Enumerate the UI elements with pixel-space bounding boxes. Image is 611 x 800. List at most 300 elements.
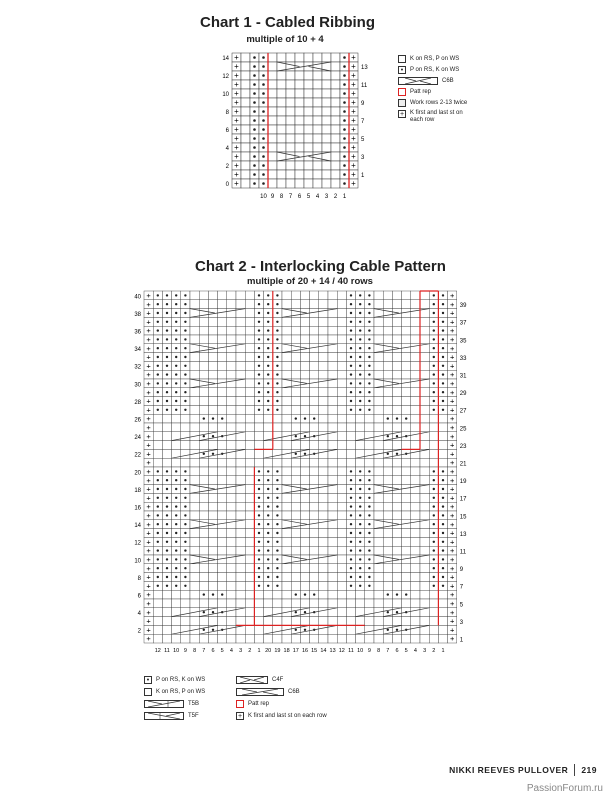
chart2-cell bbox=[310, 423, 319, 432]
chart2-cell bbox=[254, 423, 263, 432]
chart2-cell bbox=[282, 502, 291, 511]
chart2-cell bbox=[402, 502, 411, 511]
chart2-edge-stitch: + bbox=[450, 572, 455, 582]
chart2-cell bbox=[273, 634, 282, 643]
chart2-purl-dot bbox=[157, 505, 159, 507]
chart2-cell bbox=[402, 467, 411, 476]
chart2-purl-dot bbox=[350, 549, 352, 551]
chart2-cell bbox=[319, 423, 328, 432]
chart2-purl-dot bbox=[258, 541, 260, 543]
chart1-purl-dot bbox=[262, 101, 265, 104]
chart2-cell bbox=[190, 476, 199, 485]
chart1-purl-dot bbox=[343, 56, 346, 59]
chart2-cell bbox=[392, 511, 401, 520]
chart2-row-label: 32 bbox=[134, 364, 141, 371]
chart2-cell bbox=[291, 476, 300, 485]
chart2-cell bbox=[199, 388, 208, 397]
chart2-cell bbox=[365, 608, 374, 617]
chart2-purl-dot bbox=[295, 629, 297, 631]
chart1-edge-stitch: + bbox=[351, 179, 356, 188]
chart1-purl-dot bbox=[262, 92, 265, 95]
chart2-cell bbox=[310, 467, 319, 476]
chart2-purl-dot bbox=[276, 382, 278, 384]
chart2-cell bbox=[310, 388, 319, 397]
chart2-row-label: 2 bbox=[137, 628, 141, 635]
chart2-cell bbox=[208, 291, 217, 300]
chart1-cell bbox=[286, 107, 295, 116]
chart2-purl-dot bbox=[368, 470, 370, 472]
chart1-edge-stitch: + bbox=[234, 116, 239, 125]
chart1-cell bbox=[331, 170, 340, 179]
chart1-cell bbox=[277, 71, 286, 80]
chart2-purl-dot bbox=[433, 514, 435, 516]
chart1-cell bbox=[286, 98, 295, 107]
chart2-cell bbox=[227, 326, 236, 335]
chart2-cell bbox=[337, 370, 346, 379]
chart2-cell bbox=[264, 441, 273, 450]
chart2-cell bbox=[402, 537, 411, 546]
chart2-purl-dot bbox=[157, 329, 159, 331]
chart2-purl-dot bbox=[166, 321, 168, 323]
chart2-col-label: 12 bbox=[154, 648, 161, 654]
chart1-cell bbox=[241, 53, 250, 62]
chart2-cell bbox=[328, 564, 337, 573]
chart2-cell bbox=[199, 317, 208, 326]
chart2-cell bbox=[254, 634, 263, 643]
chart2-cell bbox=[199, 326, 208, 335]
chart2-row-label: 28 bbox=[134, 399, 141, 406]
chart1-cell bbox=[241, 80, 250, 89]
chart2-edge-stitch: + bbox=[146, 326, 151, 336]
chart1-purl-dot bbox=[343, 83, 346, 86]
chart2-cell bbox=[383, 564, 392, 573]
chart2-purl-dot bbox=[433, 549, 435, 551]
chart2-cell bbox=[300, 291, 309, 300]
chart2-cell bbox=[273, 599, 282, 608]
chart2-cell bbox=[218, 529, 227, 538]
chart2-cell bbox=[199, 370, 208, 379]
chart2-cell bbox=[190, 502, 199, 511]
chart2-purl-dot bbox=[368, 303, 370, 305]
chart2-col-label: 12 bbox=[338, 648, 345, 654]
chart2-cell bbox=[392, 529, 401, 538]
chart2-purl-dot bbox=[166, 356, 168, 358]
chart2-cell bbox=[319, 555, 328, 564]
chart2-col-label: 19 bbox=[274, 648, 281, 654]
chart2-purl-dot bbox=[368, 373, 370, 375]
chart1-cell bbox=[304, 125, 313, 134]
chart2-cell bbox=[181, 634, 190, 643]
chart1-col-label: 6 bbox=[297, 194, 302, 200]
chart2-purl-dot bbox=[203, 629, 205, 631]
chart2-row-label: 5 bbox=[459, 602, 464, 609]
chart2-legend-item bbox=[236, 712, 327, 720]
chart2-cell bbox=[374, 423, 383, 432]
chart2-purl-dot bbox=[258, 347, 260, 349]
chart1-title: Chart 1 - Cabled Ribbing bbox=[200, 14, 376, 31]
chart2-cell bbox=[402, 581, 411, 590]
chart2-cell bbox=[227, 581, 236, 590]
chart2-purl-dot bbox=[258, 514, 260, 516]
chart2-purl-dot bbox=[175, 312, 177, 314]
chart2-edge-stitch: + bbox=[146, 379, 151, 388]
chart2-row-label: 22 bbox=[134, 452, 141, 459]
chart2-cell bbox=[374, 546, 383, 555]
chart2-cell bbox=[264, 458, 273, 467]
chart2-cell bbox=[346, 423, 355, 432]
chart2-edge-stitch: + bbox=[146, 511, 151, 520]
chart1-purl-dot bbox=[262, 182, 265, 185]
chart2-cell bbox=[190, 467, 199, 476]
chart2-cell bbox=[411, 397, 420, 406]
chart2-purl-dot bbox=[184, 558, 186, 560]
chart2-purl-dot bbox=[166, 532, 168, 534]
chart1-purl-dot bbox=[253, 137, 256, 140]
chart2-purl-dot bbox=[258, 329, 260, 331]
chart2-purl-dot bbox=[267, 532, 269, 534]
chart2-cell bbox=[190, 300, 199, 309]
chart2-cell bbox=[190, 405, 199, 414]
chart2-cell bbox=[319, 309, 328, 318]
chart2-cell bbox=[411, 291, 420, 300]
chart2-cell bbox=[208, 370, 217, 379]
chart1-row-label: 2 bbox=[225, 164, 229, 170]
chart2-cell bbox=[273, 441, 282, 450]
chart2-cell bbox=[190, 388, 199, 397]
chart2-cell bbox=[273, 449, 282, 458]
chart1-purl-dot bbox=[253, 74, 256, 77]
chart2-cell bbox=[199, 458, 208, 467]
chart2-purl-dot bbox=[157, 303, 159, 305]
chart2-purl-dot bbox=[276, 549, 278, 551]
chart2-cell bbox=[227, 590, 236, 599]
chart2-cell bbox=[199, 335, 208, 344]
chart2-cell bbox=[227, 608, 236, 617]
chart2-cell bbox=[337, 379, 346, 388]
chart2-purl-dot bbox=[258, 409, 260, 411]
chart2-purl-dot bbox=[267, 479, 269, 481]
chart1-cell bbox=[331, 179, 340, 188]
chart2-row-label: 26 bbox=[134, 417, 141, 424]
chart1-cell bbox=[322, 179, 331, 188]
chart2-legend-item bbox=[236, 676, 283, 684]
legend-label: C6B bbox=[288, 688, 300, 695]
chart2-cell bbox=[227, 414, 236, 423]
chart2-purl-dot bbox=[203, 417, 205, 419]
chart2-cell bbox=[402, 326, 411, 335]
chart2-cell bbox=[227, 317, 236, 326]
chart2-edge-stitch: + bbox=[450, 475, 455, 485]
chart2-edge-stitch: + bbox=[450, 519, 455, 529]
chart2-purl-dot bbox=[433, 373, 435, 375]
chart2-cell bbox=[190, 370, 199, 379]
chart2-cell bbox=[300, 467, 309, 476]
chart2-purl-dot bbox=[276, 365, 278, 367]
chart2-purl-dot bbox=[433, 576, 435, 578]
chart1-edge-stitch: + bbox=[351, 143, 356, 152]
chart2-edge-stitch: + bbox=[450, 502, 455, 512]
chart2-purl-dot bbox=[276, 567, 278, 569]
chart2-cell bbox=[291, 511, 300, 520]
chart2-cell bbox=[291, 485, 300, 494]
chart2-purl-dot bbox=[258, 294, 260, 296]
chart1-cell bbox=[331, 62, 340, 71]
chart1-cell bbox=[322, 107, 331, 116]
chart2-purl-dot bbox=[350, 365, 352, 367]
chart1-cell bbox=[277, 89, 286, 98]
chart1-cell bbox=[277, 80, 286, 89]
chart2-cell bbox=[319, 458, 328, 467]
chart2-purl-dot bbox=[258, 523, 260, 525]
chart2-cell bbox=[153, 423, 162, 432]
chart2-cell bbox=[208, 573, 217, 582]
chart2-purl-dot bbox=[368, 409, 370, 411]
chart2-edge-stitch: + bbox=[146, 352, 151, 362]
chart2-cell bbox=[227, 529, 236, 538]
chart2-cell bbox=[310, 529, 319, 538]
chart1-cell bbox=[286, 161, 295, 170]
chart2-cell bbox=[402, 564, 411, 573]
chart2-edge-stitch: + bbox=[146, 458, 151, 468]
chart2-cell bbox=[328, 361, 337, 370]
chart2-cell bbox=[291, 502, 300, 511]
chart2-cell bbox=[291, 520, 300, 529]
watermark: PassionForum.ru bbox=[526, 783, 603, 794]
chart2-purl-dot bbox=[184, 338, 186, 340]
chart2-cell bbox=[172, 634, 181, 643]
chart2-purl-dot bbox=[433, 479, 435, 481]
chart2-cell bbox=[328, 617, 337, 626]
chart2-edge-stitch: + bbox=[146, 475, 151, 485]
chart2-cell bbox=[208, 388, 217, 397]
chart2-cell bbox=[282, 291, 291, 300]
chart2-cell bbox=[346, 449, 355, 458]
chart2-cell bbox=[282, 564, 291, 573]
chart1-edge-stitch: + bbox=[234, 161, 239, 170]
chart2-cell bbox=[411, 511, 420, 520]
chart2-col-label: 17 bbox=[292, 648, 299, 654]
chart2-edge-stitch: + bbox=[146, 387, 151, 397]
chart2-purl-dot bbox=[203, 611, 205, 613]
chart2-cell bbox=[420, 300, 429, 309]
chart2-cell bbox=[365, 423, 374, 432]
chart2-cell bbox=[300, 634, 309, 643]
chart2-cell bbox=[236, 634, 245, 643]
chart1-cell bbox=[286, 53, 295, 62]
chart2-col-label: 3 bbox=[239, 648, 243, 654]
chart2-cell bbox=[374, 511, 383, 520]
chart2-cell bbox=[310, 326, 319, 335]
chart2-cell bbox=[181, 414, 190, 423]
chart2-cell bbox=[356, 458, 365, 467]
chart1-cell bbox=[331, 134, 340, 143]
chart2-edge-stitch: + bbox=[450, 467, 455, 476]
chart1-edge-stitch: + bbox=[234, 53, 239, 62]
chart2-purl-dot bbox=[166, 585, 168, 587]
chart2-purl-dot bbox=[387, 453, 389, 455]
chart2-purl-dot bbox=[166, 558, 168, 560]
chart2-cell bbox=[374, 458, 383, 467]
chart2-cell bbox=[254, 590, 263, 599]
chart2-cell bbox=[227, 370, 236, 379]
chart1-cell bbox=[295, 143, 304, 152]
chart2-cell bbox=[208, 476, 217, 485]
chart2-cell bbox=[208, 529, 217, 538]
chart2-cell bbox=[199, 502, 208, 511]
chart2-cell bbox=[236, 581, 245, 590]
chart2-purl-dot bbox=[166, 470, 168, 472]
chart2-cell bbox=[420, 388, 429, 397]
chart2-cell bbox=[374, 599, 383, 608]
chart2-cell bbox=[438, 625, 447, 634]
chart2-cell bbox=[402, 397, 411, 406]
chart1-cell bbox=[295, 134, 304, 143]
chart1-cell bbox=[295, 98, 304, 107]
chart1-edge-stitch: + bbox=[351, 161, 356, 170]
chart1-col-label: 1 bbox=[342, 194, 347, 200]
chart2-cell bbox=[383, 353, 392, 362]
chart2-cell bbox=[319, 599, 328, 608]
chart1-row-label: 1 bbox=[361, 173, 365, 179]
chart2-purl-dot bbox=[433, 303, 435, 305]
chart2-cell bbox=[374, 467, 383, 476]
chart2-cell bbox=[411, 449, 420, 458]
chart2-cell bbox=[383, 537, 392, 546]
chart2-purl-dot bbox=[433, 567, 435, 569]
chart2-purl-dot bbox=[276, 532, 278, 534]
chart2-cell bbox=[319, 625, 328, 634]
chart2-cell bbox=[438, 449, 447, 458]
chart2-cell bbox=[208, 397, 217, 406]
chart2-purl-dot bbox=[359, 497, 361, 499]
chart2-cell bbox=[310, 502, 319, 511]
chart2-edge-stitch: + bbox=[450, 581, 455, 591]
chart2-purl-dot bbox=[350, 382, 352, 384]
chart2-row-label: 29 bbox=[459, 391, 467, 398]
chart2-cell bbox=[319, 537, 328, 546]
chart1-edge-stitch: + bbox=[351, 71, 356, 80]
chart2-purl-dot bbox=[368, 532, 370, 534]
chart2-edge-stitch: + bbox=[450, 423, 455, 432]
chart2-cell bbox=[282, 353, 291, 362]
chart2-cell bbox=[402, 441, 411, 450]
chart2-cell bbox=[199, 564, 208, 573]
chart2-cell bbox=[310, 317, 319, 326]
chart2-cell bbox=[383, 520, 392, 529]
chart1-cell bbox=[331, 89, 340, 98]
chart2-cell bbox=[383, 300, 392, 309]
chart2-cell bbox=[300, 326, 309, 335]
chart2-cell bbox=[300, 370, 309, 379]
chart2-cell bbox=[218, 405, 227, 414]
chart2-cell bbox=[337, 414, 346, 423]
chart2-cell bbox=[392, 502, 401, 511]
chart1-cell bbox=[268, 143, 277, 152]
chart1-purl-dot bbox=[253, 173, 256, 176]
chart2-cell bbox=[383, 441, 392, 450]
chart2-cell bbox=[218, 467, 227, 476]
chart1-cell bbox=[277, 125, 286, 134]
chart2-cell bbox=[218, 537, 227, 546]
chart2-cell bbox=[199, 537, 208, 546]
chart2-cell bbox=[245, 625, 254, 634]
chart2-cell bbox=[172, 599, 181, 608]
chart2-edge-stitch: + bbox=[450, 546, 455, 556]
chart2-row-label: 17 bbox=[459, 496, 467, 503]
chart1-edge-stitch: + bbox=[234, 89, 239, 98]
chart2-purl-dot bbox=[166, 488, 168, 490]
chart2-cell bbox=[310, 397, 319, 406]
chart2-edge-stitch: + bbox=[146, 414, 151, 424]
chart1-cell bbox=[322, 98, 331, 107]
chart2-cell bbox=[438, 599, 447, 608]
chart2-purl-dot bbox=[267, 382, 269, 384]
chart2-cell bbox=[282, 581, 291, 590]
chart1-cell bbox=[313, 125, 322, 134]
chart2-col-label: 8 bbox=[377, 648, 381, 654]
chart2-cell bbox=[227, 467, 236, 476]
chart2-edge-stitch: + bbox=[450, 493, 455, 503]
chart2-cell bbox=[236, 370, 245, 379]
chart2-cell bbox=[337, 590, 346, 599]
chart2-cell bbox=[402, 353, 411, 362]
chart2-edge-stitch: + bbox=[146, 519, 151, 529]
chart2-purl-dot bbox=[166, 409, 168, 411]
chart1-cell bbox=[322, 116, 331, 125]
chart1-edge-stitch: + bbox=[351, 134, 356, 143]
chart1-cell bbox=[268, 170, 277, 179]
chart2-cell bbox=[199, 405, 208, 414]
legend-label: Work rows 2-13 twice bbox=[410, 99, 468, 106]
legend-label: P on RS, K on WS bbox=[156, 676, 206, 683]
chart2-purl-dot bbox=[184, 488, 186, 490]
chart2-cell bbox=[411, 432, 420, 441]
chart2-cell bbox=[438, 432, 447, 441]
chart2-cell bbox=[429, 599, 438, 608]
chart2-cell bbox=[300, 546, 309, 555]
chart2-cell bbox=[411, 353, 420, 362]
chart1-purl-dot bbox=[262, 74, 265, 77]
chart2-purl-dot bbox=[387, 629, 389, 631]
chart2-cell bbox=[172, 414, 181, 423]
chart2-cell bbox=[254, 617, 263, 626]
chart2-purl-dot bbox=[350, 373, 352, 375]
chart2-purl-dot bbox=[442, 382, 444, 384]
chart2-purl-dot bbox=[276, 391, 278, 393]
chart2-purl-dot bbox=[276, 373, 278, 375]
chart1-cell bbox=[295, 53, 304, 62]
chart2-purl-dot bbox=[433, 541, 435, 543]
chart2-col-label: 4 bbox=[413, 648, 417, 654]
chart2-cell bbox=[402, 493, 411, 502]
chart2-cell bbox=[218, 326, 227, 335]
chart2-cell bbox=[319, 335, 328, 344]
chart2-cell bbox=[411, 581, 420, 590]
chart1-cell bbox=[322, 125, 331, 134]
chart2-purl-dot bbox=[166, 338, 168, 340]
chart2-cell bbox=[300, 353, 309, 362]
chart1-edge-stitch: + bbox=[234, 71, 239, 80]
chart2-purl-dot bbox=[442, 321, 444, 323]
chart2-cell bbox=[199, 397, 208, 406]
chart2-cell bbox=[153, 441, 162, 450]
chart1-purl-dot bbox=[343, 164, 346, 167]
chart2-cell bbox=[310, 370, 319, 379]
chart2-cell bbox=[227, 634, 236, 643]
chart2-cell bbox=[245, 432, 254, 441]
chart2-purl-dot bbox=[433, 312, 435, 314]
chart1-edge-stitch: + bbox=[234, 152, 239, 161]
